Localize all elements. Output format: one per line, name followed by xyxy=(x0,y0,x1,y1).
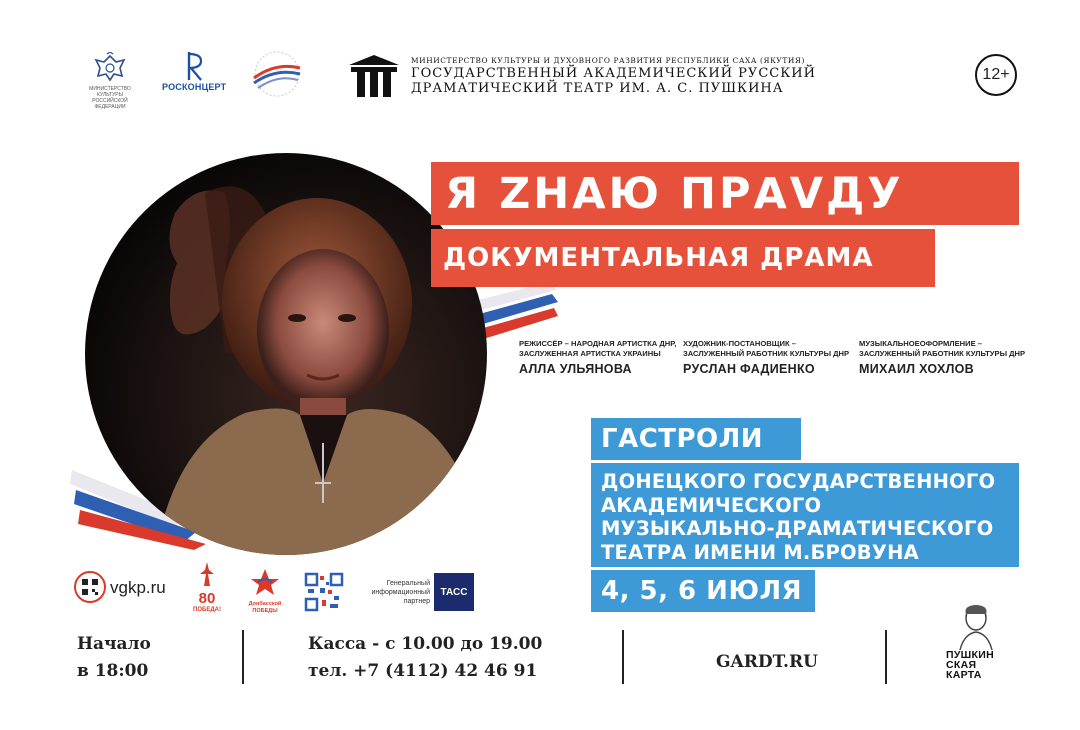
touring-theatre-line: АКАДЕМИЧЕСКОГО xyxy=(601,493,822,517)
ministry-logo-text: МИНИСТЕРСТВО КУЛЬТУРЫ РОССИЙСКОЙ ФЕДЕРАЦИИ xyxy=(89,86,131,110)
credit-role: МУЗЫКАЛЬНОЕОФОРМЛЕНИЕ – xyxy=(859,339,983,348)
theatre-name-line2: ДРАМАТИЧЕСКИЙ ТЕАТР ИМ. А. С. ПУШКИНА xyxy=(411,81,784,96)
credit-name: МИХАИЛ ХОХЛОВ xyxy=(859,362,975,376)
general-partner-label: Генеральный информационный партнер xyxy=(371,580,430,605)
victory-80-number: 80 xyxy=(198,590,216,607)
footer-divider xyxy=(622,630,624,684)
vgkp-link[interactable]: vgkp.ru xyxy=(110,578,166,597)
box-office-hours: Касса - с 10.00 до 19.00 xyxy=(308,634,543,654)
credit-designer xyxy=(683,339,849,374)
website-link[interactable]: GARDT.RU xyxy=(716,652,818,672)
tour-dates: 4, 5, 6 ИЮЛЯ xyxy=(591,570,815,612)
pushkin-card-line: ПУШКИН xyxy=(946,649,994,661)
credit-name: РУСЛАН ФАДИЕНКО xyxy=(683,362,815,376)
eagle-emblem-icon xyxy=(80,52,140,84)
pushkin-card-line: КАРТА xyxy=(946,669,982,681)
theatre-logo-icon xyxy=(347,53,401,99)
start-time xyxy=(77,631,151,685)
box-office-phone[interactable]: тел. +7 (4112) 42 46 91 xyxy=(308,661,538,681)
festival-emblem-icon xyxy=(236,48,318,100)
credit-role: ХУДОЖНИК-ПОСТАНОВЩИК – xyxy=(683,339,796,348)
rosconcert-label: РОСКОНЦЕРТ xyxy=(162,82,227,92)
credit-role: ЗАСЛУЖЕННЫЙ РАБОТНИК КУЛЬТУРЫ ДНР xyxy=(859,349,1026,358)
theatre-ministry-line: МИНИСТЕРСТВО КУЛЬТУРЫ И ДУХОВНОГО РАЗВИТИЯ РЕСПУБЛИКИ САХА (ЯКУТИЯ) xyxy=(411,56,805,65)
age-rating-badge: 12+ xyxy=(975,54,1017,96)
touring-theatre-line: ДОНЕЦКОГО ГОСУДАРСТВЕННОГО xyxy=(601,470,996,493)
actress-photo xyxy=(85,153,487,555)
touring-theatre-line: ТЕАТРА ИМЕНИ М.БРОВУНА xyxy=(601,540,919,564)
theatre-header xyxy=(347,52,816,100)
tour-label: ГАСТРОЛИ xyxy=(591,418,801,460)
donbass-victory-text: Донбасской ПОБЕДЫ xyxy=(248,601,282,614)
credit-role: ЗАСЛУЖЕННАЯ АРТИСТКА УКРАИНЫ xyxy=(519,349,661,358)
credit-role: РЕЖИССЁР – НАРОДНАЯ АРТИСТКА ДНР, xyxy=(519,339,677,348)
qr-code-icon[interactable] xyxy=(304,572,344,612)
pushkin-card-line: СКАЯ xyxy=(946,659,977,671)
touring-theatre-line: МУЗЫКАЛЬНО-ДРАМАТИЧЕСКОГО xyxy=(601,517,994,540)
start-time-value: в 18:00 xyxy=(77,661,149,681)
box-office xyxy=(308,631,542,685)
credit-music xyxy=(859,339,1025,374)
star-icon xyxy=(250,568,280,596)
credit-name: АЛЛА УЛЬЯНОВА xyxy=(519,362,632,376)
touring-theatre-name xyxy=(591,463,1019,567)
victory-80-word: ПОБЕДА! xyxy=(193,607,221,613)
theatre-name-line1: ГОСУДАРСТВЕННЫЙ АКАДЕМИЧЕСКИЙ РУССКИЙ xyxy=(411,66,816,81)
start-time-label: Начало xyxy=(77,634,151,654)
rosconcert-logo xyxy=(162,50,226,98)
show-title: Я ZНАЮ ПРАVДУ xyxy=(431,162,1019,225)
credit-role: ЗАСЛУЖЕННЫЙ РАБОТНИК КУЛЬТУРЫ ДНР xyxy=(683,349,850,358)
festival-logo xyxy=(236,48,318,100)
tass-logo: ТАСС xyxy=(434,573,474,611)
monument-icon xyxy=(192,562,222,586)
victory-80-logo xyxy=(192,562,222,614)
ministry-logo xyxy=(80,52,140,110)
show-subtitle: ДОКУМЕНТАЛЬНАЯ ДРАМА xyxy=(431,229,935,287)
rosconcert-r-icon xyxy=(181,50,207,82)
credit-director xyxy=(519,339,676,374)
footer-divider xyxy=(242,630,244,684)
actress-silhouette xyxy=(85,153,487,555)
footer-divider xyxy=(885,630,887,684)
pushkin-portrait-icon xyxy=(956,604,996,650)
donbass-victory-logo xyxy=(247,568,283,612)
qr-code-small-icon xyxy=(74,571,106,603)
pushkin-card-logo xyxy=(946,650,994,680)
